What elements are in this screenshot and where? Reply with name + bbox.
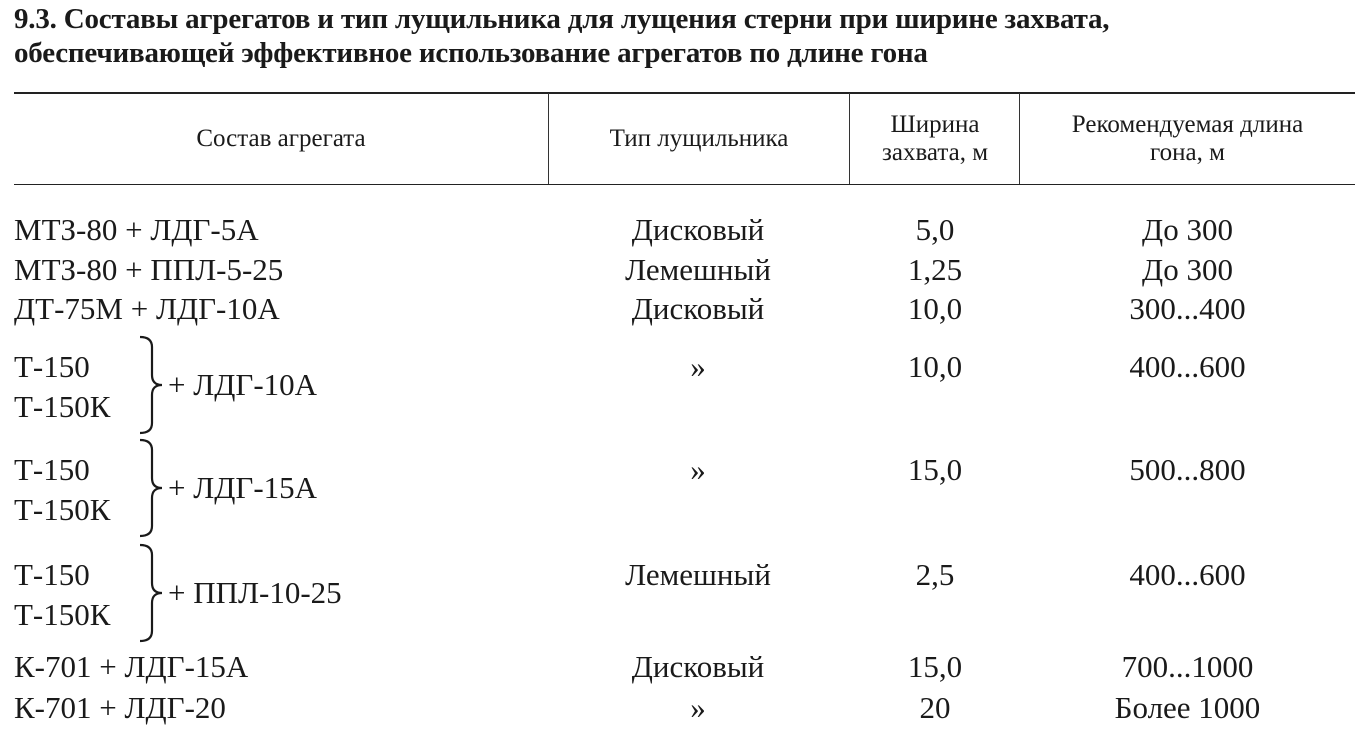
cell-width: 15,0 xyxy=(907,452,963,487)
cell-width: 20 xyxy=(919,690,951,725)
cell-tractor-1: Т-150 xyxy=(14,557,90,592)
header-width-line-1: Ширина xyxy=(890,110,980,138)
header-length xyxy=(1020,93,1355,184)
header-width-line-2: захвата, м xyxy=(881,138,989,166)
cell-tractor-2: Т-150К xyxy=(14,492,111,527)
cell-type: Лемешный xyxy=(625,252,771,287)
cell-type: Дисковый xyxy=(631,649,765,684)
cell-length: 400...600 xyxy=(1129,557,1246,592)
right-brace-icon xyxy=(138,335,166,435)
table-title-line-2: обеспечивающей эффективное использование агрегатов по длине гона xyxy=(14,37,928,69)
cell-composition: К-701 + ЛДГ-20 xyxy=(14,690,226,725)
cell-tractor-1: Т-150 xyxy=(14,452,90,487)
cell-length: Более 1000 xyxy=(1114,690,1261,725)
table-row-group xyxy=(0,438,1367,538)
cell-implement: + ЛДГ-10А xyxy=(168,367,318,402)
header-composition-label: Состав агрегата xyxy=(196,124,366,152)
header-length-line-1: Рекомендуемая длина xyxy=(1071,110,1304,138)
cell-type: Дисковый xyxy=(631,291,765,326)
cell-type: Дисковый xyxy=(631,212,765,247)
cell-type: » xyxy=(690,690,706,725)
table-title-line-1: 9.3. Составы агрегатов и тип лущильника для лущения стерни при ширине захвата, xyxy=(14,3,1110,35)
table-header-rule xyxy=(14,184,1355,185)
cell-length: 400...600 xyxy=(1129,349,1246,384)
cell-type: » xyxy=(690,349,706,384)
cell-width: 1,25 xyxy=(907,252,963,287)
cell-tractor-2: Т-150К xyxy=(14,597,111,632)
cell-length: До 300 xyxy=(1142,252,1233,287)
header-type-label: Тип лущильника xyxy=(609,124,789,152)
table-row-group xyxy=(0,335,1367,435)
cell-width: 5,0 xyxy=(915,212,955,247)
right-brace-icon xyxy=(138,543,166,643)
table-title xyxy=(14,2,1359,70)
cell-length: 700...1000 xyxy=(1121,649,1254,684)
cell-type: Лемешный xyxy=(625,557,771,592)
cell-length: 300...400 xyxy=(1129,291,1246,326)
cell-tractor-1: Т-150 xyxy=(14,349,90,384)
cell-composition: К-701 + ЛДГ-15А xyxy=(14,649,249,684)
cell-composition: МТЗ-80 + ППЛ-5-25 xyxy=(14,252,284,287)
cell-length: 500...800 xyxy=(1129,452,1246,487)
header-type xyxy=(549,93,849,184)
cell-tractor-2: Т-150К xyxy=(14,389,111,424)
cell-length: До 300 xyxy=(1142,212,1233,247)
cell-composition: ДТ-75М + ЛДГ-10А xyxy=(14,291,280,326)
cell-composition: МТЗ-80 + ЛДГ-5А xyxy=(14,212,259,247)
right-brace-icon xyxy=(138,438,166,538)
cell-width: 2,5 xyxy=(915,557,955,592)
cell-implement: + ЛДГ-15А xyxy=(168,470,318,505)
header-composition xyxy=(14,93,548,184)
cell-type: » xyxy=(690,452,706,487)
table-row-group xyxy=(0,543,1367,643)
cell-implement: + ППЛ-10-25 xyxy=(168,575,342,610)
header-width xyxy=(850,93,1020,184)
cell-width: 15,0 xyxy=(907,649,963,684)
header-length-line-2: гона, м xyxy=(1150,138,1225,166)
cell-width: 10,0 xyxy=(907,291,963,326)
cell-width: 10,0 xyxy=(907,349,963,384)
